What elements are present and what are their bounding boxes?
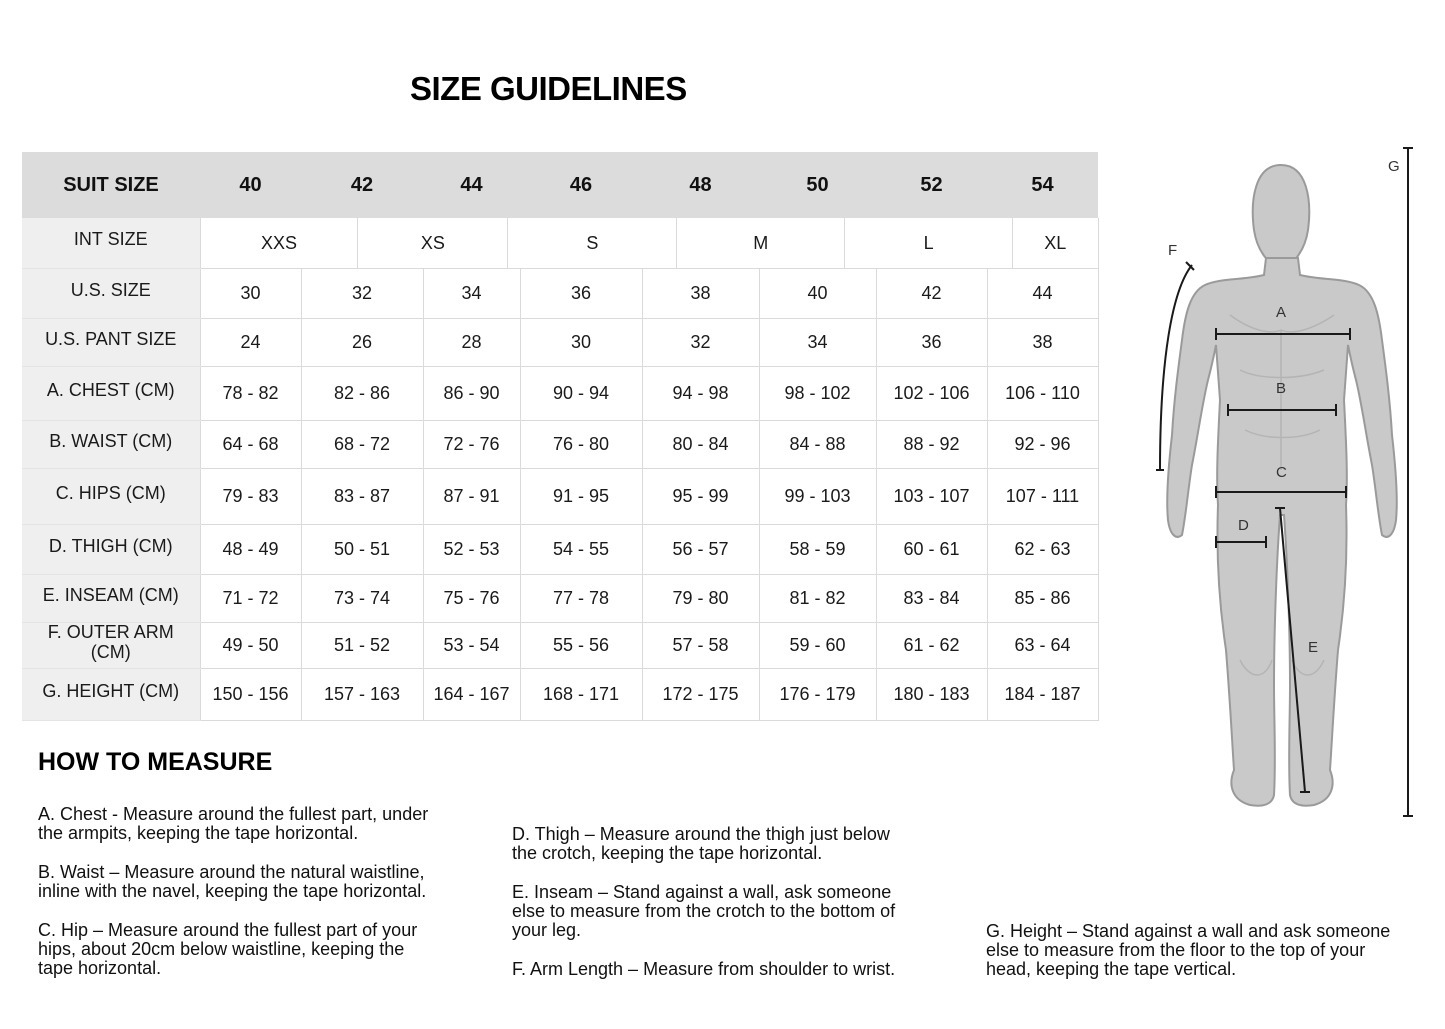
table-cell: 53 - 54 [423, 623, 520, 669]
int-size-cell: XXS [201, 218, 359, 268]
table-cell: 30 [200, 269, 301, 319]
row-label [22, 319, 200, 367]
row-label-text: U.S. SIZE [70, 279, 151, 300]
row-label-text: U.S. PANT SIZE [45, 328, 177, 349]
table-cell: 56 - 57 [642, 525, 759, 575]
size-table [22, 152, 1099, 721]
human-silhouette-diagram [1150, 140, 1430, 830]
waist-instruction: B. Waist – Measure around the natural waistline, inline with the navel, keeping the tape horizontal. [38, 862, 427, 901]
row-label [22, 269, 200, 319]
suit-size-header-cell: 50 [759, 152, 876, 218]
table-cell: 34 [423, 269, 520, 319]
table-cell: 99 - 103 [759, 469, 876, 525]
table-cell: 83 - 84 [876, 575, 987, 623]
table-cell: 28 [423, 319, 520, 367]
table-cell: 150 - 156 [200, 669, 301, 721]
row-label [22, 421, 200, 469]
row-label [22, 469, 200, 525]
row-label [22, 367, 200, 421]
row-label-text: D. THIGH (CM) [48, 535, 173, 556]
table-cell: 103 - 107 [876, 469, 987, 525]
table-cell: 164 - 167 [423, 669, 520, 721]
table-cell: 61 - 62 [876, 623, 987, 669]
label-f: F [1168, 242, 1178, 259]
table-cell: 36 [876, 319, 987, 367]
page-title: SIZE GUIDELINES [410, 70, 687, 107]
hip-instruction: C. Hip – Measure around the fullest part of your hips, about 20cm below waistline, keeping the tape horizontal. [38, 920, 418, 978]
table-cell: 42 [876, 269, 987, 319]
row-label-text: F. OUTER ARM (CM) [47, 621, 174, 662]
table-cell: 102 - 106 [876, 367, 987, 421]
table-cell: 57 - 58 [642, 623, 759, 669]
table-cell: 79 - 83 [200, 469, 301, 525]
table-cell: 49 - 50 [200, 623, 301, 669]
label-d: D [1238, 517, 1249, 534]
table-cell: 36 [520, 269, 642, 319]
row-label-text: INT SIZE [73, 229, 148, 249]
table-cell: 26 [301, 319, 423, 367]
table-cell: 83 - 87 [301, 469, 423, 525]
suit-size-header-row [22, 152, 1098, 218]
row-label-text: C. HIPS (CM) [55, 482, 166, 503]
table-cell: 87 - 91 [423, 469, 520, 525]
height-instruction: G. Height – Stand against a wall and ask someone else to measure from the floor to the top of your head, keeping the tape vertical. [986, 921, 1391, 979]
table-row [22, 421, 1098, 469]
row-label [22, 623, 200, 669]
suit-size-header-cell: 52 [876, 152, 987, 218]
table-cell: 176 - 179 [759, 669, 876, 721]
label-c: C [1276, 464, 1287, 481]
table-cell: 34 [759, 319, 876, 367]
table-cell: 48 - 49 [200, 525, 301, 575]
suit-size-header-cell: 42 [301, 152, 423, 218]
table-cell: 106 - 110 [987, 367, 1098, 421]
table-cell: 44 [987, 269, 1098, 319]
int-size-row [22, 218, 1098, 269]
table-cell: 58 - 59 [759, 525, 876, 575]
suit-size-header-cell: 48 [642, 152, 759, 218]
table-cell: 38 [642, 269, 759, 319]
table-cell: 95 - 99 [642, 469, 759, 525]
table-cell: 76 - 80 [520, 421, 642, 469]
table-cell: 78 - 82 [200, 367, 301, 421]
table-row [22, 525, 1098, 575]
table-cell: 86 - 90 [423, 367, 520, 421]
inseam-instruction: E. Inseam – Stand against a wall, ask someone else to measure from the crotch to the bottom of your leg. [512, 882, 896, 940]
table-cell: 24 [200, 319, 301, 367]
table-cell: 88 - 92 [876, 421, 987, 469]
label-b: B [1276, 380, 1287, 397]
arm-instruction: F. Arm Length – Measure from shoulder to wrist. [512, 959, 896, 979]
table-cell: 32 [301, 269, 423, 319]
table-row [22, 623, 1098, 669]
suit-size-label: SUIT SIZE [22, 152, 200, 218]
table-cell: 50 - 51 [301, 525, 423, 575]
table-cell: 62 - 63 [987, 525, 1098, 575]
table-row [22, 269, 1098, 319]
label-g: G [1388, 158, 1400, 175]
int-size-cell: S [508, 218, 677, 268]
label-e: E [1308, 639, 1319, 656]
how-to-measure-title: HOW TO MEASURE [38, 748, 273, 776]
row-label [22, 525, 200, 575]
row-label [22, 575, 200, 623]
table-row [22, 469, 1098, 525]
table-cell: 184 - 187 [987, 669, 1098, 721]
table-cell: 91 - 95 [520, 469, 642, 525]
table-row [22, 367, 1098, 421]
table-cell: 51 - 52 [301, 623, 423, 669]
int-size-group-container [200, 218, 1098, 269]
table-cell: 84 - 88 [759, 421, 876, 469]
table-cell: 168 - 171 [520, 669, 642, 721]
table-cell: 64 - 68 [200, 421, 301, 469]
thigh-instruction: D. Thigh – Measure around the thigh just below the crotch, keeping the tape horizontal. [512, 824, 890, 863]
table-cell: 79 - 80 [642, 575, 759, 623]
int-size-cell: XS [358, 218, 508, 268]
suit-size-header-cell: 46 [520, 152, 642, 218]
table-cell: 60 - 61 [876, 525, 987, 575]
table-row [22, 319, 1098, 367]
table-cell: 90 - 94 [520, 367, 642, 421]
table-cell: 92 - 96 [987, 421, 1098, 469]
table-cell: 63 - 64 [987, 623, 1098, 669]
table-row [22, 669, 1098, 721]
chest-instruction: A. Chest - Measure around the fullest part, under the armpits, keeping the tape horizontal. [38, 804, 429, 843]
row-label [22, 669, 200, 721]
table-cell: 157 - 163 [301, 669, 423, 721]
table-cell: 72 - 76 [423, 421, 520, 469]
body-silhouette [1167, 165, 1397, 806]
row-label-text: A. CHEST (CM) [46, 379, 175, 400]
table-cell: 71 - 72 [200, 575, 301, 623]
row-label-text: G. HEIGHT (CM) [42, 680, 180, 701]
int-size-cell: XL [1044, 233, 1067, 253]
suit-size-header-cell: 44 [423, 152, 520, 218]
table-cell: 98 - 102 [759, 367, 876, 421]
table-cell: 52 - 53 [423, 525, 520, 575]
table-cell: 85 - 86 [987, 575, 1098, 623]
int-size-cell: M [677, 218, 845, 268]
suit-size-header-cell: 54 [987, 152, 1098, 218]
table-cell: 80 - 84 [642, 421, 759, 469]
row-label-text: B. WAIST (CM) [49, 430, 173, 451]
table-row [22, 575, 1098, 623]
table-cell: 32 [642, 319, 759, 367]
table-cell: 40 [759, 269, 876, 319]
table-cell: 55 - 56 [520, 623, 642, 669]
table-cell: 75 - 76 [423, 575, 520, 623]
suit-size-header-cell: 40 [200, 152, 301, 218]
body-measurement-figure [1150, 140, 1430, 830]
label-a: A [1276, 304, 1287, 321]
row-label-text: E. INSEAM (CM) [42, 584, 179, 605]
table-cell: 38 [987, 319, 1098, 367]
table-cell: 81 - 82 [759, 575, 876, 623]
table-cell: 77 - 78 [520, 575, 642, 623]
table-cell: 30 [520, 319, 642, 367]
table-cell: 73 - 74 [301, 575, 423, 623]
table-cell: 54 - 55 [520, 525, 642, 575]
table-cell: 180 - 183 [876, 669, 987, 721]
table-cell: 172 - 175 [642, 669, 759, 721]
int-size-cell: L [845, 218, 1013, 268]
row-label [22, 218, 200, 269]
table-cell: 107 - 111 [987, 469, 1098, 525]
table-cell: 68 - 72 [301, 421, 423, 469]
table-cell: 59 - 60 [759, 623, 876, 669]
table-cell: 82 - 86 [301, 367, 423, 421]
table-cell: 94 - 98 [642, 367, 759, 421]
